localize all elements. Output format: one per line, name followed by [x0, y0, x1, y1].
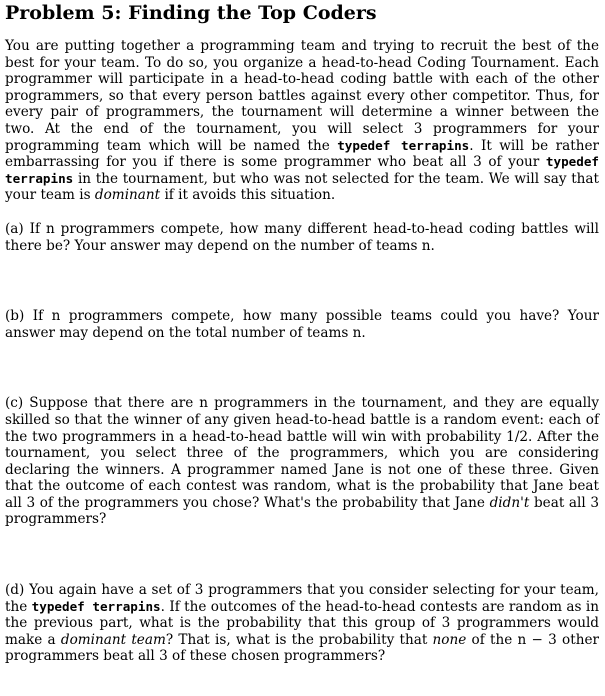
- part-c-question: [5, 395, 599, 528]
- part-d-text-4: of the n − 3 other programmers beat all 3 of these chosen programmers?: [5, 631, 599, 665]
- problem-title: Problem 5: Finding the Top Coders: [5, 2, 377, 24]
- part-c-text-1: (c) Suppose that there are n programmers in the tournament, and they are equally skilled so that the winner of any given head-to-head battle is a random event: each of the two programmers in a head-to-head battle will win with probability 1/2. After the tournament, you select three of the programmers, which you are considering declaring the winners. A programmer named Jane is not one of these three. Given that the outcome of each contest was random, what is the probability that Jane beat all 3 of the programmers you chose? What's the probability that Jane: [5, 395, 599, 511]
- part-d-text-1: (d) You again have a set of 3 programmers that you consider selecting for your team, the: [5, 582, 599, 615]
- part-a-question: (a) If n programmers compete, how many different head-to-head coding battles will there be? Your answer may depend on the number of teams n.: [5, 220, 599, 254]
- part-d-text-3: ? That is, what is the probability that: [165, 631, 428, 648]
- intro-emphasis-dominant: dominant: [94, 187, 161, 204]
- part-c-emphasis-didnt: didn't: [489, 494, 530, 511]
- intro-text-1: You are putting together a programming team and trying to recruit the best of the best for your team. To do so, you organize a head-to-head Coding Tournament. Each programmer will participate in a head-to-head coding battle with each of the other programmers, so that every person battles against every other competitor. Thus, for every pair of programmers, the tournament will determine a winner between the two. At the end of the tournament, you will select 3 programmers for your programming team which will be named the: [5, 38, 599, 154]
- part-d-emphasis-none: none: [432, 631, 467, 648]
- intro-code-team-name: typedef terrapins: [337, 137, 470, 153]
- part-d-code-team-name: typedef terrapins: [31, 598, 161, 614]
- part-d-text-2: . If the outcomes of the head-to-head contests are random as in the previous part, what is the probability that this group of 3 programmers would make a: [5, 598, 599, 648]
- part-d-emphasis-dominant-team: dominant team: [60, 631, 166, 648]
- intro-code-team-name-2: typedef terrapins: [5, 154, 599, 186]
- intro-text-2: . It will be rather embarrassing for you if there is some programmer who beat all 3 of your: [5, 137, 599, 171]
- document-page: [0, 2, 605, 696]
- problem-intro-paragraph: [5, 38, 599, 204]
- intro-text-3: in the tournament, but who was not selected for the team. We will say that your team is: [5, 170, 600, 204]
- intro-text-4: if it avoids this situation.: [164, 187, 336, 204]
- part-b-question: (b) If n programmers compete, how many possible teams could you have? Your answer may depend on the total number of teams n.: [5, 308, 599, 341]
- part-d-question: [5, 582, 599, 665]
- part-c-text-2: beat all 3 programmers?: [5, 494, 600, 528]
